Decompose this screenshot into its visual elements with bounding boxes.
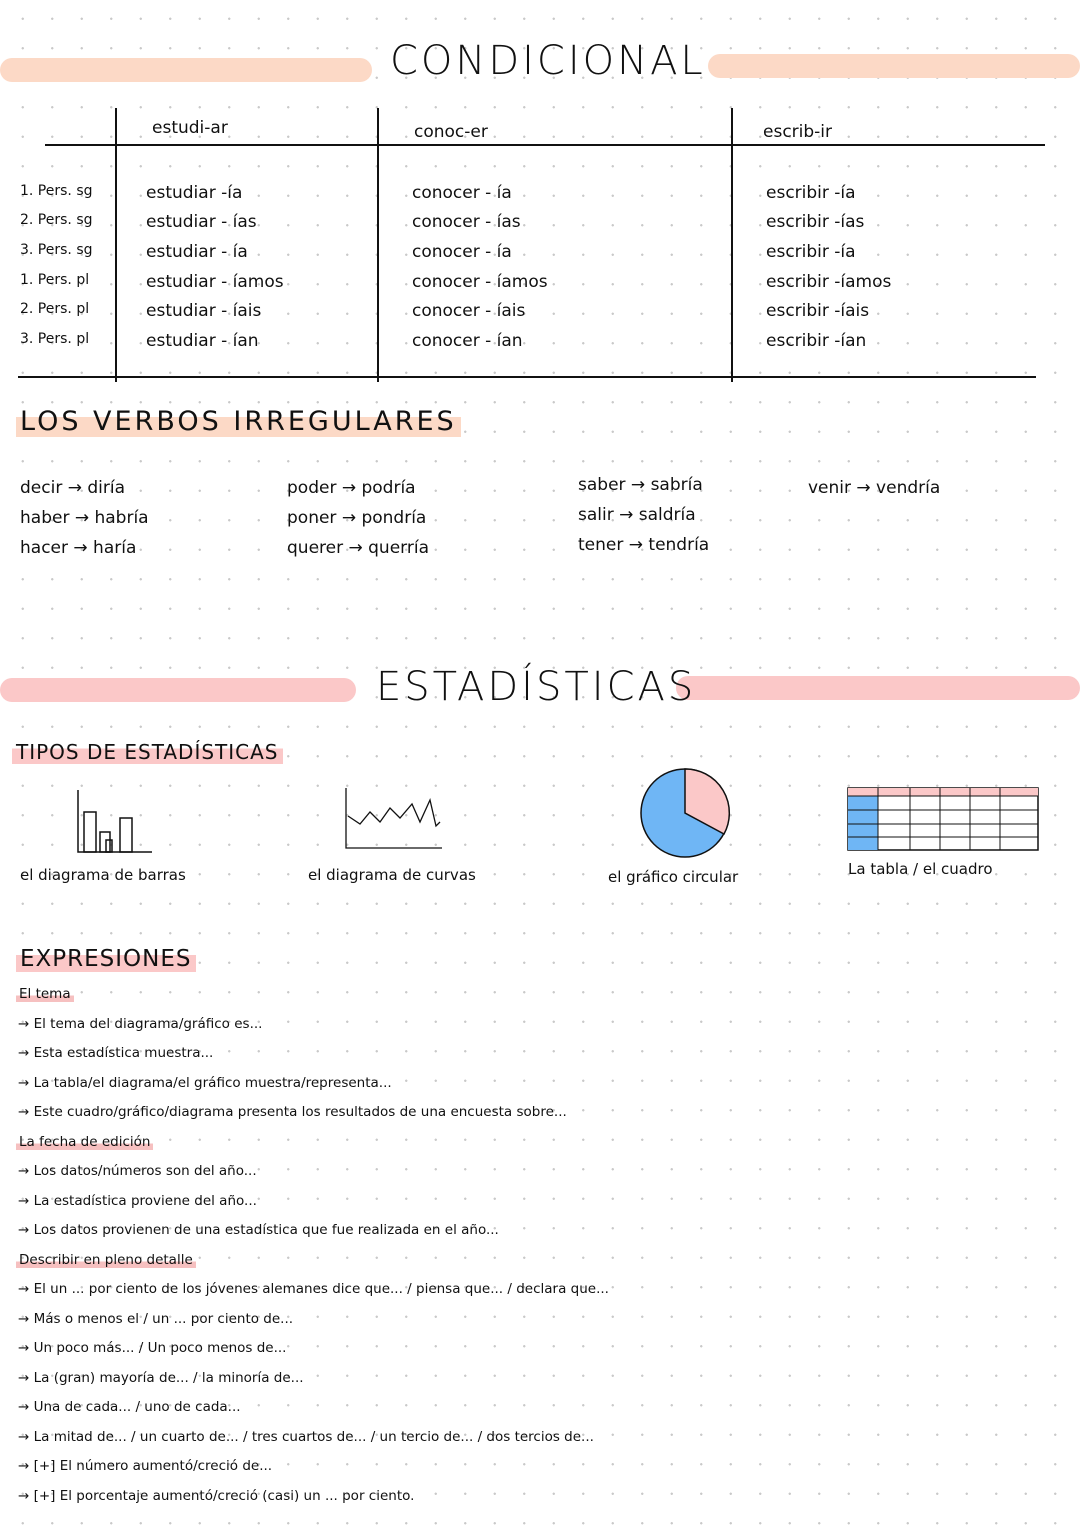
conjugation-cell: escribir -íamos bbox=[766, 272, 892, 292]
expression-subheading: La fecha de edición bbox=[16, 1134, 153, 1150]
expression-item: → Esta estadística muestra... bbox=[18, 1045, 214, 1061]
estadisticas-title: ESTADÍSTICAS bbox=[376, 664, 697, 710]
bar-chart-icon bbox=[70, 788, 160, 856]
irregular-verb: tener → tendría bbox=[578, 535, 710, 555]
tipos-heading: TIPOS DE ESTADÍSTICAS bbox=[12, 740, 283, 764]
expression-item: → Una de cada... / uno de cada... bbox=[18, 1399, 241, 1415]
expression-item: → El un ... por ciento de los jóvenes alemanes dice que... / piensa que... / declara que... bbox=[18, 1281, 609, 1297]
label-pie-chart: el gráfico circular bbox=[608, 868, 739, 886]
expression-item: → Un poco más... / Un poco menos de... bbox=[18, 1340, 287, 1356]
label-line-chart: el diagrama de curvas bbox=[308, 866, 476, 884]
expression-item: → Este cuadro/gráfico/diagrama presenta los resultados de una encuesta sobre... bbox=[18, 1104, 567, 1120]
person-label: 2. Pers. sg bbox=[20, 212, 93, 228]
conjugation-cell: escribir -ía bbox=[766, 183, 856, 203]
person-label: 3. Pers. sg bbox=[20, 242, 93, 258]
conjugation-cell: conocer - ía bbox=[412, 183, 512, 203]
expression-item: → La (gran) mayoría de... / la minoría de... bbox=[18, 1369, 304, 1386]
conjugation-cell: estudiar - ían bbox=[146, 331, 259, 351]
table-divider bbox=[18, 376, 1036, 378]
line-chart-icon bbox=[340, 786, 450, 852]
irregular-verb: poner → pondría bbox=[287, 508, 427, 528]
irregulares-heading: LOS VERBOS IRREGULARES bbox=[16, 406, 461, 437]
condicional-title: CONDICIONAL bbox=[390, 38, 706, 84]
conjugation-cell: conocer - ían bbox=[412, 331, 523, 351]
person-label: 3. Pers. pl bbox=[20, 331, 90, 347]
person-label: 2. Pers. pl bbox=[20, 301, 90, 317]
conjugation-cell: conocer - ía bbox=[412, 242, 512, 262]
pie-chart-icon bbox=[638, 766, 734, 862]
expression-item: → Los datos provienen de una estadística que fue realizada en el año... bbox=[18, 1222, 499, 1238]
label-table: La tabla / el cuadro bbox=[848, 860, 993, 878]
conjugation-cell: estudiar -ía bbox=[146, 183, 243, 203]
irregular-verb: salir → saldría bbox=[578, 505, 696, 525]
header-er: conoc-er bbox=[414, 122, 488, 142]
irregular-verb: venir → vendría bbox=[808, 478, 941, 498]
expression-item: → La mitad de... / un cuarto de... / tres cuartos de... / un tercio de... / dos tercios de... bbox=[18, 1428, 594, 1445]
expression-item: → [+] El número aumentó/creció de... bbox=[18, 1458, 273, 1474]
conjugation-cell: estudiar - ía bbox=[146, 242, 248, 262]
irregular-verb: hacer → haría bbox=[20, 538, 137, 558]
irregular-verb: poder → podría bbox=[287, 478, 416, 498]
irregular-verb: haber → habría bbox=[20, 508, 149, 528]
stats-banner-left bbox=[0, 678, 356, 702]
table-divider bbox=[115, 108, 117, 382]
conjugation-cell: conocer - íamos bbox=[412, 272, 548, 292]
stats-banner-right bbox=[676, 676, 1080, 700]
conjugation-cell: conocer - íais bbox=[412, 301, 526, 321]
person-label: 1. Pers. sg bbox=[20, 183, 93, 199]
irregular-verb: decir → diría bbox=[20, 478, 126, 498]
irregular-verb: saber → sabría bbox=[578, 475, 703, 495]
expression-item: → Más o menos el / un ... por ciento de... bbox=[18, 1310, 294, 1327]
expression-item: → El tema del diagrama/gráfico es... bbox=[18, 1015, 263, 1032]
title-banner-right bbox=[708, 54, 1080, 78]
table-icon bbox=[846, 786, 1040, 852]
conjugation-cell: conocer - ías bbox=[412, 212, 521, 232]
conjugation-cell: escribir -ías bbox=[766, 212, 865, 232]
table-divider bbox=[377, 108, 379, 382]
title-banner-left bbox=[0, 58, 372, 82]
header-ir: escrib-ir bbox=[763, 122, 833, 142]
expression-item: → La tabla/el diagrama/el gráfico muestra/representa... bbox=[18, 1074, 392, 1091]
expression-item: → Los datos/números son del año... bbox=[18, 1163, 257, 1179]
conjugation-cell: escribir -íais bbox=[766, 301, 870, 321]
conjugation-cell: estudiar - íais bbox=[146, 301, 262, 321]
expression-subheading: El tema bbox=[16, 986, 74, 1002]
expression-item: → [+] El porcentaje aumentó/creció (casi) un ... por ciento. bbox=[18, 1487, 415, 1504]
conjugation-cell: estudiar - íamos bbox=[146, 272, 284, 292]
conjugation-cell: escribir -ía bbox=[766, 242, 856, 262]
expression-item: → La estadística proviene del año... bbox=[18, 1192, 257, 1209]
table-divider bbox=[45, 144, 1045, 146]
person-label: 1. Pers. pl bbox=[20, 272, 90, 288]
expresiones-heading: EXPRESIONES bbox=[16, 946, 196, 972]
conjugation-cell: escribir -ían bbox=[766, 331, 867, 351]
header-ar: estudi-ar bbox=[152, 118, 228, 138]
table-divider bbox=[731, 108, 733, 382]
label-bar-chart: el diagrama de barras bbox=[20, 866, 186, 884]
irregular-verb: querer → querría bbox=[287, 538, 429, 558]
expression-subheading: Describir en pleno detalle bbox=[16, 1252, 196, 1268]
conjugation-cell: estudiar - ías bbox=[146, 212, 257, 232]
